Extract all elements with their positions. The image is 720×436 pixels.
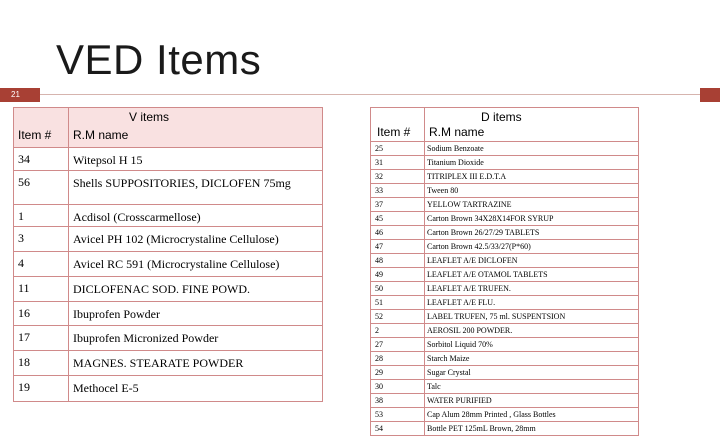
v-item-number: 17 (14, 326, 69, 351)
d-item-name: Carton Brown 34X28X14FOR SYRUP (425, 212, 639, 226)
slide-number: 21 (11, 90, 20, 99)
d-items-caption: D items (481, 110, 522, 124)
d-item-name: Sodium Benzoate (425, 142, 639, 156)
table-row (371, 198, 639, 212)
table-row (14, 171, 323, 205)
d-item-number: 33 (371, 184, 425, 198)
table-row (14, 376, 323, 402)
table-row (371, 380, 639, 394)
table-row (371, 422, 639, 436)
table-row (14, 326, 323, 351)
d-item-number: 25 (371, 142, 425, 156)
d-item-number: 27 (371, 338, 425, 352)
d-item-name: Bottle PET 125mL Brown, 28mm (425, 422, 639, 436)
d-item-number: 45 (371, 212, 425, 226)
v-item-number: 3 (14, 227, 69, 252)
table-row (371, 394, 639, 408)
d-item-number: 54 (371, 422, 425, 436)
table-row (371, 352, 639, 366)
d-item-name: YELLOW TARTRAZINE (425, 198, 639, 212)
table-row (14, 227, 323, 252)
d-item-name: TITRIPLEX III E.D.T.A (425, 170, 639, 184)
d-item-name: LEAFLET A/E DICLOFEN (425, 254, 639, 268)
table-row (371, 366, 639, 380)
table-row (371, 226, 639, 240)
d-item-name: Carton Brown 26/27/29 TABLETS (425, 226, 639, 240)
d-item-number: 51 (371, 296, 425, 310)
v-item-name: Shells SUPPOSITORIES, DICLOFEN 75mg (69, 171, 323, 205)
d-item-name: LEAFLET A/E TRUFEN. (425, 282, 639, 296)
v-item-name: Avicel RC 591 (Microcrystaline Cellulose) (69, 252, 323, 277)
table-row (14, 302, 323, 326)
table-row (371, 324, 639, 338)
v-item-number: 56 (14, 171, 69, 205)
d-item-number: 2 (371, 324, 425, 338)
d-item-number: 31 (371, 156, 425, 170)
d-item-name: Titanium Dioxide (425, 156, 639, 170)
v-col-item-header: Item # (14, 108, 69, 148)
table-row (14, 148, 323, 171)
v-item-number: 19 (14, 376, 69, 402)
v-item-name: Acdisol (Crosscarmellose) (69, 205, 323, 227)
v-item-number: 11 (14, 277, 69, 302)
d-item-number: 30 (371, 380, 425, 394)
v-item-number: 16 (14, 302, 69, 326)
d-item-name: Tween 80 (425, 184, 639, 198)
v-item-number: 34 (14, 148, 69, 171)
slide-title: VED Items (56, 36, 262, 83)
v-item-name: Witepsol H 15 (69, 148, 323, 171)
v-col-name-header (69, 108, 323, 148)
v-item-name: Ibuprofen Powder (69, 302, 323, 326)
v-item-name: DICLOFENAC SOD. FINE POWD. (69, 277, 323, 302)
d-item-number: 46 (371, 226, 425, 240)
d-item-number: 37 (371, 198, 425, 212)
table-row (371, 184, 639, 198)
d-item-name: LEAFLET A/E FLU. (425, 296, 639, 310)
d-item-number: 29 (371, 366, 425, 380)
d-col-name-label: R.M name (429, 125, 485, 139)
d-item-number: 47 (371, 240, 425, 254)
d-item-number: 28 (371, 352, 425, 366)
v-item-number: 4 (14, 252, 69, 277)
v-col-name-label: R.M name (73, 128, 129, 142)
v-item-name: Ibuprofen Micronized Powder (69, 326, 323, 351)
table-row (371, 282, 639, 296)
d-item-name: WATER PURIFIED (425, 394, 639, 408)
d-item-number: 52 (371, 310, 425, 324)
table-row (371, 212, 639, 226)
d-item-name: Talc (425, 380, 639, 394)
table-row (371, 310, 639, 324)
d-item-name: Sugar Crystal (425, 366, 639, 380)
v-items-header-row (14, 108, 323, 148)
d-items-header-row (371, 108, 639, 142)
d-item-name: Cap Alum 28mm Printed , Glass Bottles (425, 408, 639, 422)
d-item-number: 49 (371, 268, 425, 282)
d-item-name: Carton Brown 42.5/33/27(P*60) (425, 240, 639, 254)
slide-number-bar (0, 88, 40, 102)
table-row (14, 277, 323, 302)
table-row (371, 240, 639, 254)
d-item-number: 38 (371, 394, 425, 408)
table-row (371, 296, 639, 310)
v-item-name: Avicel PH 102 (Microcrystaline Cellulose) (69, 227, 323, 252)
v-item-number: 1 (14, 205, 69, 227)
d-item-number: 53 (371, 408, 425, 422)
d-item-number: 32 (371, 170, 425, 184)
table-row (371, 268, 639, 282)
accent-bar (700, 88, 720, 102)
d-item-name: Starch Maize (425, 352, 639, 366)
d-col-name-header (425, 108, 639, 142)
d-col-item-header: Item # (371, 108, 425, 142)
v-items-caption: V items (129, 110, 170, 124)
v-items-table (13, 107, 323, 402)
title-divider (40, 94, 700, 95)
table-row (371, 170, 639, 184)
d-item-name: LEAFLET A/E OTAMOL TABLETS (425, 268, 639, 282)
d-item-number: 50 (371, 282, 425, 296)
table-row (371, 254, 639, 268)
d-item-name: LABEL TRUFEN, 75 ml. SUSPENTSION (425, 310, 639, 324)
d-items-table (370, 107, 639, 436)
table-row (14, 252, 323, 277)
v-item-name: Methocel E-5 (69, 376, 323, 402)
table-row (371, 338, 639, 352)
d-item-name: AEROSIL 200 POWDER. (425, 324, 639, 338)
table-row (371, 156, 639, 170)
d-item-name: Sorbitol Liquid 70% (425, 338, 639, 352)
d-item-number: 48 (371, 254, 425, 268)
table-row (14, 351, 323, 376)
table-row (371, 142, 639, 156)
table-row (371, 408, 639, 422)
v-item-number: 18 (14, 351, 69, 376)
table-row (14, 205, 323, 227)
v-item-name: MAGNES. STEARATE POWDER (69, 351, 323, 376)
